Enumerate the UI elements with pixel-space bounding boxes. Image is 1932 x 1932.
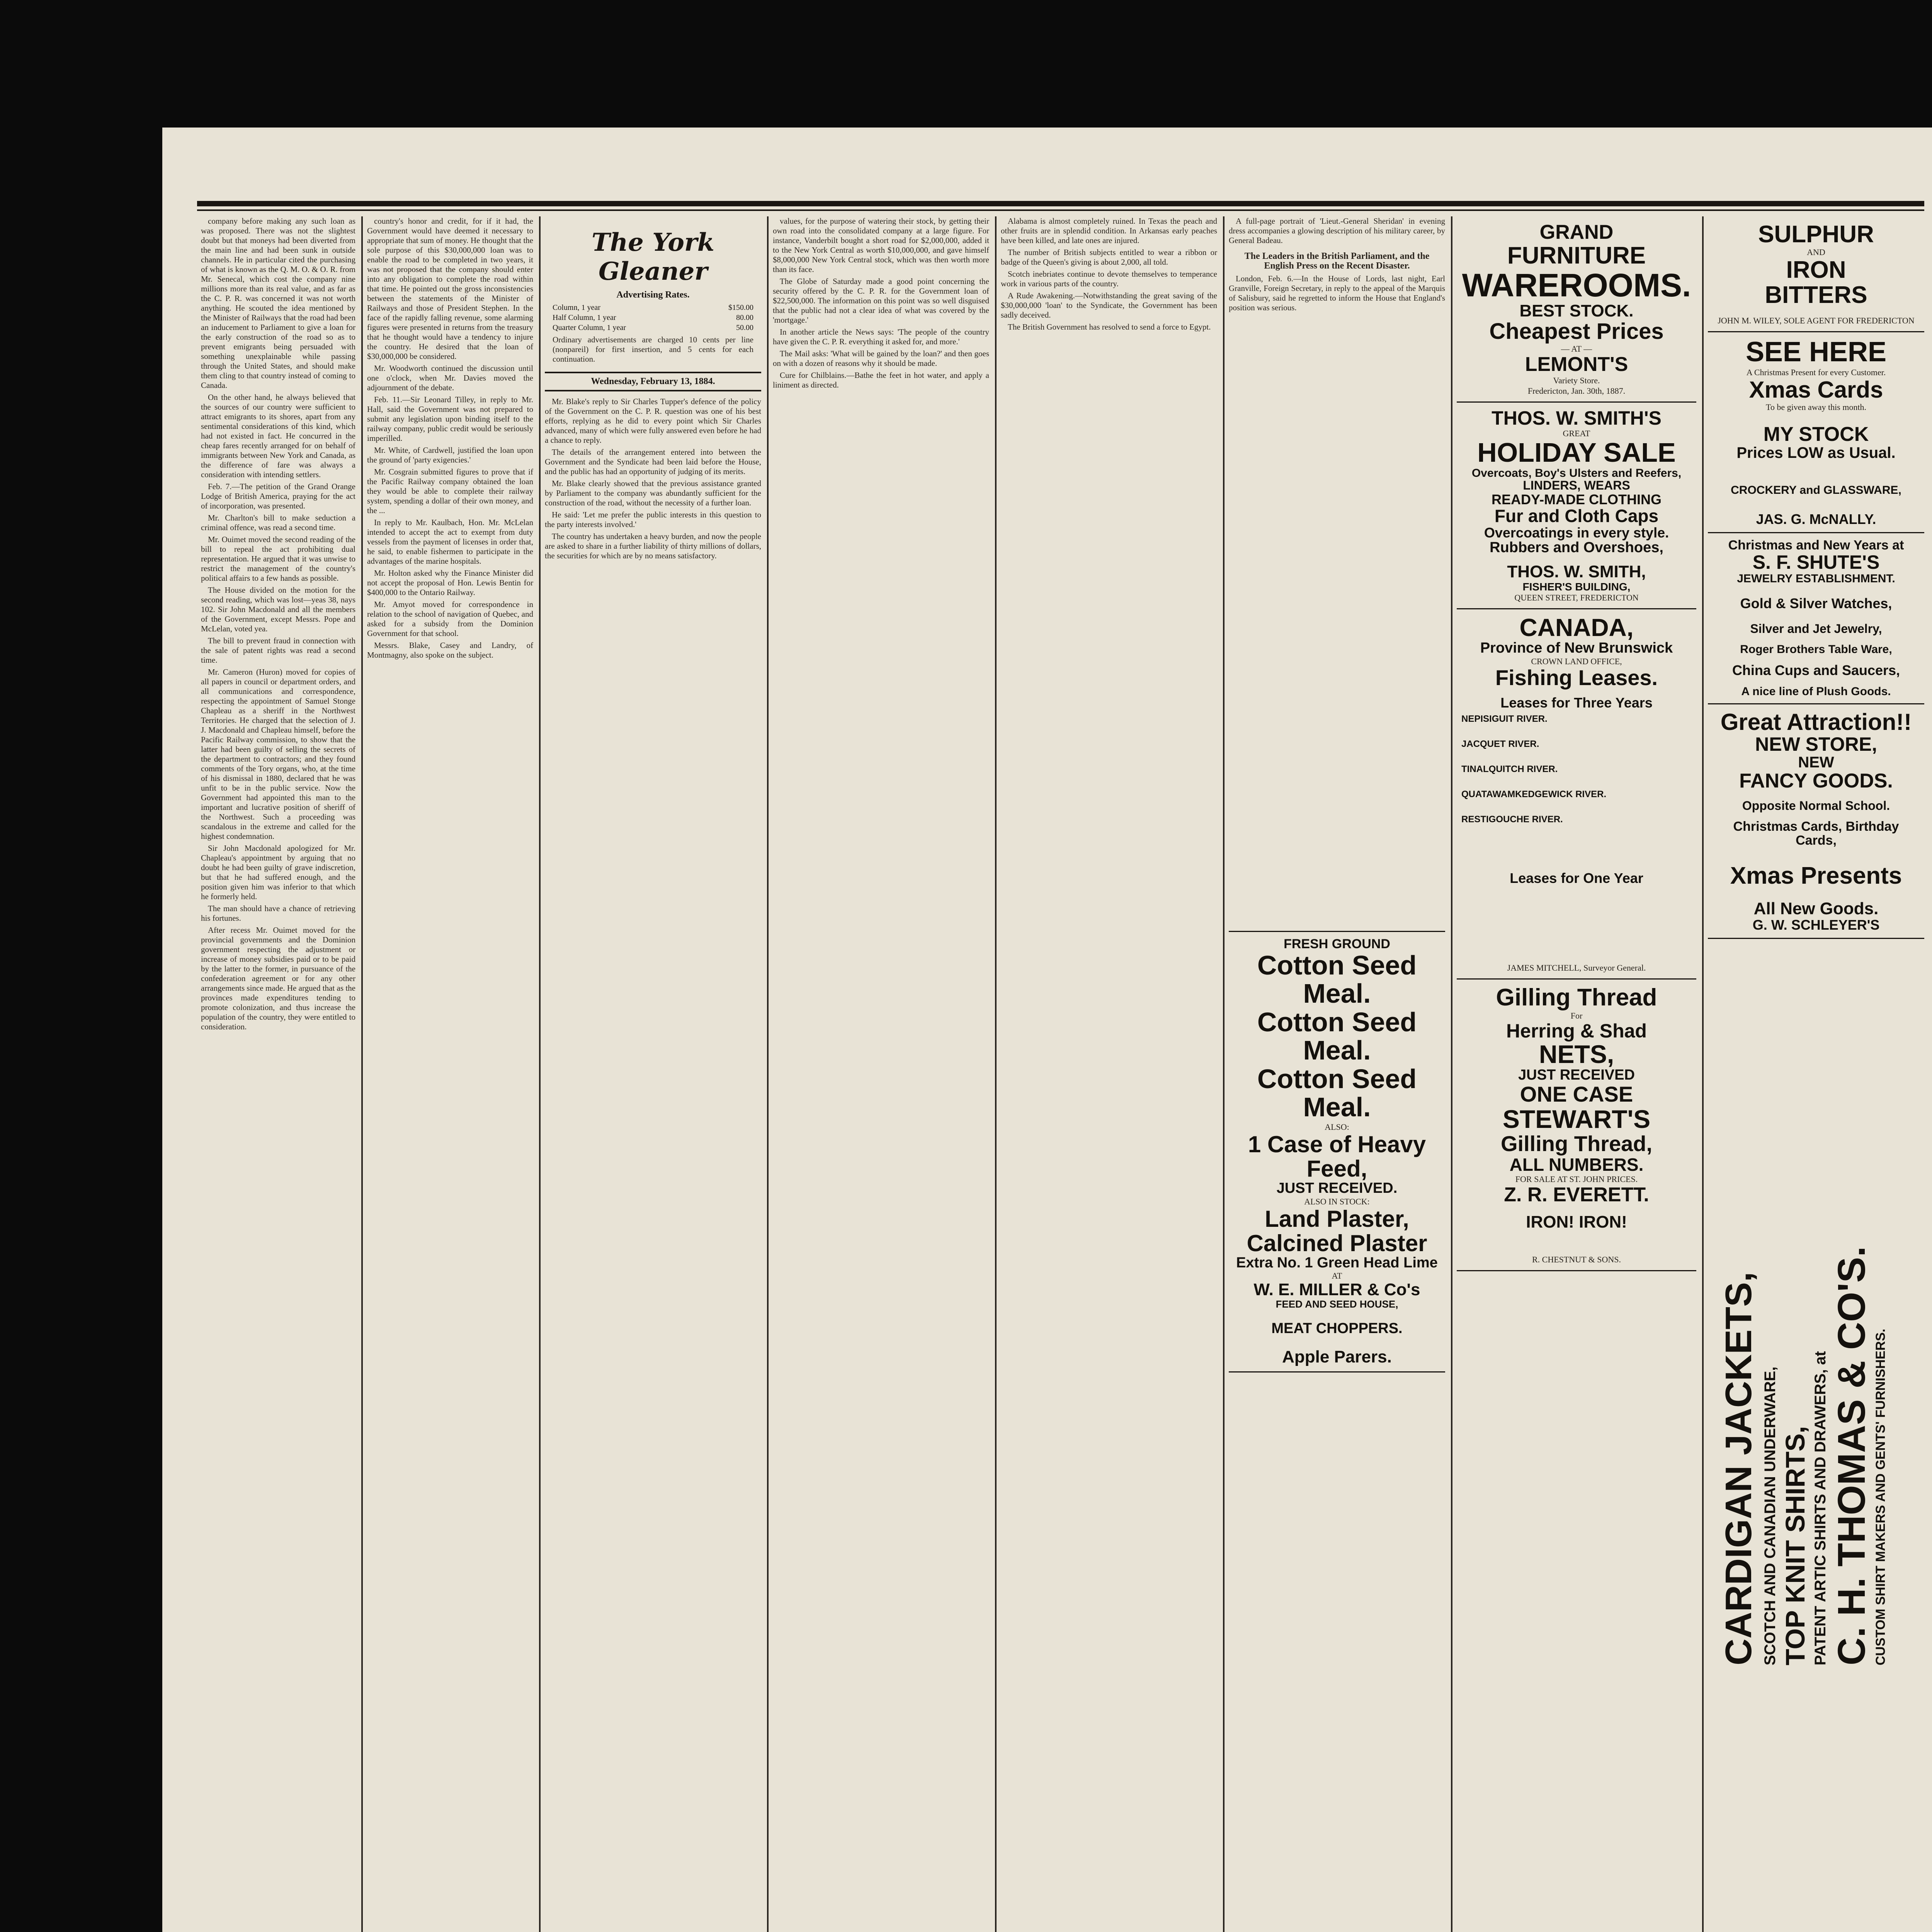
- holiday-sale-ad: THOS. W. SMITH'S GREAT HOLIDAY SALE Overcoats, Boy's Ulsters and Reefers, LINDERS, WEARS READY-MADE CLOTHING Fur and Cloth Caps Overcoatings in every style. Rubbers and Overshoes, THOS. W. SMITH, FISHER'S BUILDING, QUEEN STREET, FREDERICTON: [1457, 403, 1696, 609]
- paragraph: On the other hand, he always believed that the sources of our country were sufficient to attract emigrants to its shores, apart from any sentimental considerations of this kind, which had not existed in fact. He concurred in the cheap fares recently arranged for on behalf of immigrants between New York and Canada, as the difference of fare was always a consideration with intending settlers.: [201, 393, 355, 479]
- masthead-title: The York Gleaner: [591, 228, 715, 286]
- paragraph: Mr. Woodworth continued the discussion until one o'clock, when Mr. Davies moved the adjournment of the debate.: [367, 364, 533, 392]
- cotton-seed-ad: FRESH GROUND Cotton Seed Meal. Cotton Seed Meal. Cotton Seed Meal. ALSO: 1 Case of Heavy Feed, JUST RECEIVED. ALSO IN STOCK: Land Plaster, Calcined Plaster Extra No. 1 Green Head Lime AT W. E. MILLER & Co's FEED AND SEED HOUSE, MEAT CHOPPERS. Apple Parers.: [1229, 931, 1445, 1372]
- paragraph: The number of British subjects entitled to wear a ribbon or badge of the Queen's giving is about 2,000, all told.: [1001, 248, 1217, 267]
- rates-table: [545, 303, 761, 333]
- column-6: [1229, 216, 1445, 1932]
- paragraph: Feb. 11.—Sir Leonard Tilley, in reply to Mr. Hall, said the Government was not prepared to submit any legislation upon binding itself to the railway company, public credit would be seriously imperilled.: [367, 395, 533, 443]
- shute-jewelry-ad: Christmas and New Years at S. F. SHUTE'S JEWELRY ESTABLISHMENT. Gold & Silver Watches, Silver and Jet Jewelry, Roger Brothers Table Ware, China Cups and Saucers, A nice line of Plush Goods.: [1708, 533, 1924, 704]
- river-heading: RESTIGOUCHE RIVER.: [1461, 814, 1563, 825]
- dateline: Wednesday, February 13, 1884.: [545, 372, 761, 391]
- rate-row: Half Column, 1 year 80.00: [553, 313, 753, 322]
- column-divider: [361, 216, 363, 1932]
- river-heading: JACQUET RIVER.: [1461, 738, 1539, 749]
- river-heading: TINALQUITCH RIVER.: [1461, 764, 1558, 775]
- column-divider: [995, 216, 997, 1932]
- paragraph: country's honor and credit, for if it had, the Government would have deemed it necessary to appropriate that sum of money. He thought that the sole purpose of this $30,000,000 loan was to enable the road to be completed in two years, it was not proposed that the company should enter into any obligation to complete the road within that time. He pointed out the gross inconsistencies between the statements of the Minister of Railways and those of President Stephen. In the face of the rapidly falling revenue, some alarming figures were presented in returns from the treasury that he thought would have a tendency to injure the country. He desired that the loan of $30,000,000 be considered.: [367, 216, 533, 361]
- paragraph: Mr. Holton asked why the Finance Minister did not accept the proposal of Hon. Lewis Bentin for $400,000 to the Ontario Railway.: [367, 568, 533, 597]
- paragraph: Alabama is almost completely ruined. In Texas the peach and other fruits are in splendid condition. In Arkansas early peaches have been killed, and late ones are injured.: [1001, 216, 1217, 245]
- column-7: [1457, 216, 1696, 1932]
- paragraph: The details of the arrangement entered into between the Government and the Syndicate had been laid before the House, and the public has had an opportunity of judging of its merits.: [545, 447, 761, 476]
- column-divider: [1223, 216, 1225, 1932]
- column-3: [545, 216, 761, 1932]
- paragraph: Mr. Cameron (Huron) moved for copies of all papers in council or department orders, and all communications and correspondence, respecting the appointment of Samuel Stonge Chapleau as a sheriff in the Northwest Territories. He charged that the selection of J. J. Macdonald and Chapleau himself, before the Pacific Railway commission, to show that the latter had been guilty of selling the secrets of the department to contractors; and they found comments of the Tory organs, who, at the time of his dismissal in 1880, declared that he was unfit to be in the public service. Now the Government had appointed this man to the important and lucrative position of sheriff of the Northwest. Such a proceeding was scandalous in the extreme and called for the highest condemnation.: [201, 667, 355, 841]
- column-divider: [539, 216, 541, 1932]
- paragraph: The House divided on the motion for the second reading, which was lost—yeas 38, nays 102. Sir John Macdonald and all the members of the Government, except Messrs. Pope and McLelan, voted yea.: [201, 585, 355, 633]
- rate-row: Quarter Column, 1 year 50.00: [553, 323, 753, 332]
- paragraph: He said: 'Let me prefer the public interests in this question to the party interests involved.': [545, 510, 761, 529]
- paragraph: In reply to Mr. Kaulbach, Hon. Mr. McLelan intended to accept the act to exempt from duty vessels from the payment of licenses in order that, he said, to enable fishermen to participate in the advantages of the marine hospitals.: [367, 518, 533, 566]
- newspaper-page: [162, 128, 1932, 1932]
- paragraph: A full-page portrait of 'Lieut.-General Sheridan' in evening dress accompanies a glowing description of his military career, by General Badeau.: [1229, 216, 1445, 245]
- paragraph: After recess Mr. Ouimet moved for the provincial governments and the Dominion government respecting the adjustment or increase of money subsidies paid or to be paid by the latter to the former, in pursuance of the confederation agreement or for any other arrangements since made. He argued that as the provinces made expenditures tending to promote colonization, and thus increase the population of the country, they were entitled to consideration.: [201, 925, 355, 1031]
- paragraph: A Rude Awakening.—Notwithstanding the great saving of the $30,000,000 'loan' to the Syndicate, the Government has been sadly deceived.: [1001, 291, 1217, 320]
- paragraph: Mr. Blake's reply to Sir Charles Tupper's defence of the policy of the Government on the C. P. R. question was one of his best efforts, replying as he did to every point which Sir Charles advanced, many of which were fully answered even before he had a chance to reply.: [545, 397, 761, 445]
- column-divider: [1451, 216, 1452, 1932]
- paragraph: values, for the purpose of watering their stock, by getting their own road into the consolidated company at a large figure. For instance, Vanderbilt bought a short road for $2,000,000, added it to the New York Central as worth $10,000,000, and gave himself $8,000,000 New York Central stock, which was then worth more than its face.: [773, 216, 989, 274]
- rates-note: Ordinary advertisements are charged 10 cents per line (nonpareil) for first insertion, and 5 cents for each continuation.: [553, 335, 753, 364]
- paragraph: Mr. Amyot moved for correspondence in relation to the school of navigation of Quebec, and asked for a subsidy from the Dominion Government for that school.: [367, 600, 533, 638]
- paragraph: The British Government has resolved to send a force to Egypt.: [1008, 322, 1211, 332]
- paragraph: Mr. Blake clearly showed that the previous assistance granted by Parliament to the company was abundantly sufficient for the construction of the road, without the necessity of a further loan.: [545, 479, 761, 507]
- column-divider: [1702, 216, 1704, 1932]
- paragraph: Messrs. Blake, Casey and Landry, of Montmagny, also spoke on the subject.: [367, 641, 533, 660]
- paragraph: Mr. Cosgrain submitted figures to prove that if the Pacific Railway company obtained the loan they would be able to complete their railway system, spending a dollar of their own money, and the ...: [367, 467, 533, 515]
- column-2: [367, 216, 533, 1932]
- paragraph: The bill to prevent fraud in connection with the sale of patent rights was read a second time.: [201, 636, 355, 665]
- river-heading: QUATAWAMKEDGEWICK RIVER.: [1461, 789, 1607, 800]
- paragraph: The man should have a chance of retrieving his fortunes.: [201, 904, 355, 923]
- paragraph: The Globe of Saturday made a good point concerning the security offered by the C. P. R. for the Government loan of $22,500,000. The information on this point was so well disguised that the public had not a clear idea of what was covered by the 'mortgage.': [773, 277, 989, 325]
- paragraph: Mr. White, of Cardwell, justified the loan upon the ground of 'party exigencies.': [367, 446, 533, 464]
- paragraph: company before making any such loan as was proposed. There was not the slightest doubt but that moneys had been diverted from the main line and had been sunk in outside channels. He in particular cited the purchasing of what is known as the Q. M. O. & O. R. from Mr. Senecal, which cost the company nine millions more than its real value, and as far as the C. P. R. was concerned it was not worth anything. He scouted the idea mentioned by the Minister of Railways that the road had been an inducement to Parliament to give a loan for the early construction of the road so as to prevent emigrants being persuaded with something unexplainable while passing through the United States, and should make them cling to that country instead of coming to Canada.: [201, 216, 355, 390]
- sulphur-bitters-ad: SULPHUR AND IRON BITTERS JOHN M. WILEY, SOLE AGENT FOR FREDERICTON: [1708, 216, 1924, 332]
- paragraph: The country has undertaken a heavy burden, and now the people are asked to share in a further liability of thirty millions of dollars, the securities for which are by no means satisfactory.: [545, 532, 761, 560]
- paragraph: London, Feb. 6.—In the House of Lords, last night, Earl Granville, Foreign Secretary, in reply to the appeal of the Marquis of Salisbury, said he regretted to inform the House that England's position was serious.: [1229, 274, 1445, 312]
- paragraph: Mr. Charlton's bill to make seduction a criminal offence, was read a second time.: [201, 513, 355, 532]
- article-title: The Leaders in the British Parliament, and the English Press on the Recent Disaster.: [1244, 251, 1430, 271]
- top-rule: [197, 201, 1924, 206]
- paragraph: Sir John Macdonald apologized for Mr. Chapleau's appointment by arguing that no doubt he had been guilty of grave indiscretion, but that he had suffered enough, and the position given him was inferior to that which he formerly held.: [201, 844, 355, 901]
- great-attraction-ad: Great Attraction!! NEW STORE, NEW FANCY GOODS. Opposite Normal School. Christmas Cards, Birthday Cards, Xmas Presents All New Goods. G. W. SCHLEYER'S: [1708, 704, 1924, 939]
- paragraph: In another article the News says: 'The people of the country have given the C. P. R. everything it asked for, and more.': [773, 327, 989, 346]
- paragraph: Mr. Ouimet moved the second reading of the bill to repeal the act prohibiting dual representation. He argued that it was unwise to restrict the management of the country's political affairs to a few hands as possible.: [201, 535, 355, 583]
- column-4: [773, 216, 989, 1932]
- paragraph: Feb. 7.—The petition of the Grand Orange Lodge of British America, praying for the act of incorporation, was presented.: [201, 482, 355, 510]
- thomas-co-ad: CARDIGAN JACKETS, SCOTCH AND CANADIAN UNDERWARE, TOP KNIT SHIRTS, PATENT ARTIC SHIRTS AND DRAWERS, at C. H. THOMAS & CO'S. CUSTOM SHIRT MAKERS AND GENTS' FURNISHERS.: [1718, 1246, 1888, 1665]
- river-heading: NEPISIGUIT RIVER.: [1461, 713, 1548, 724]
- column-8: [1708, 216, 1924, 1932]
- gilling-thread-ad: Gilling Thread For Herring & Shad NETS, JUST RECEIVED ONE CASE STEWART'S Gilling Thread, ALL NUMBERS. FOR SALE AT ST. JOHN PRICES. Z. R. EVERETT. IRON! IRON! R. CHESTNUT & SONS.: [1457, 980, 1696, 1271]
- top-rule-thin: [197, 209, 1924, 211]
- paragraph: Scotch inebriates continue to devote themselves to temperance work in various parts of the country.: [1001, 269, 1217, 288]
- furniture-ad: GRAND FURNITURE WAREROOMS. BEST STOCK. Cheapest Prices — AT — LEMONT'S Variety Store. Fredericton, Jan. 30th, 1887.: [1457, 216, 1696, 403]
- paragraph: The Mail asks: 'What will be gained by the loan?' and then goes on with a dozen of reasons why it should be made.: [773, 349, 989, 368]
- column-5: [1001, 216, 1217, 1932]
- see-here-ad: SEE HERE A Christmas Present for every Customer. Xmas Cards To be given away this month. MY STOCK Prices LOW as Usual. CROCKERY and GLASSWARE, JAS. G. McNALLY.: [1708, 332, 1924, 533]
- column-1: [201, 216, 355, 1932]
- rates-heading: Advertising Rates.: [616, 290, 690, 300]
- column-divider: [767, 216, 769, 1932]
- rate-row: Column, 1 year $150.00: [553, 303, 753, 312]
- paragraph: Cure for Chilblains.—Bathe the feet in hot water, and apply a liniment as directed.: [773, 371, 989, 389]
- canada-leases-ad: CANADA, Province of New Brunswick CROWN LAND OFFICE, Fishing Leases. Leases for Three Years NEPISIGUIT RIVER. JACQUET RIVER. TINALQUITCH RIVER. QUATAWAMKEDGEWICK RIVER. RESTIGOUCHE RIVER. Leases for One Year JAMES MITCHELL, Surveyor General.: [1457, 609, 1696, 980]
